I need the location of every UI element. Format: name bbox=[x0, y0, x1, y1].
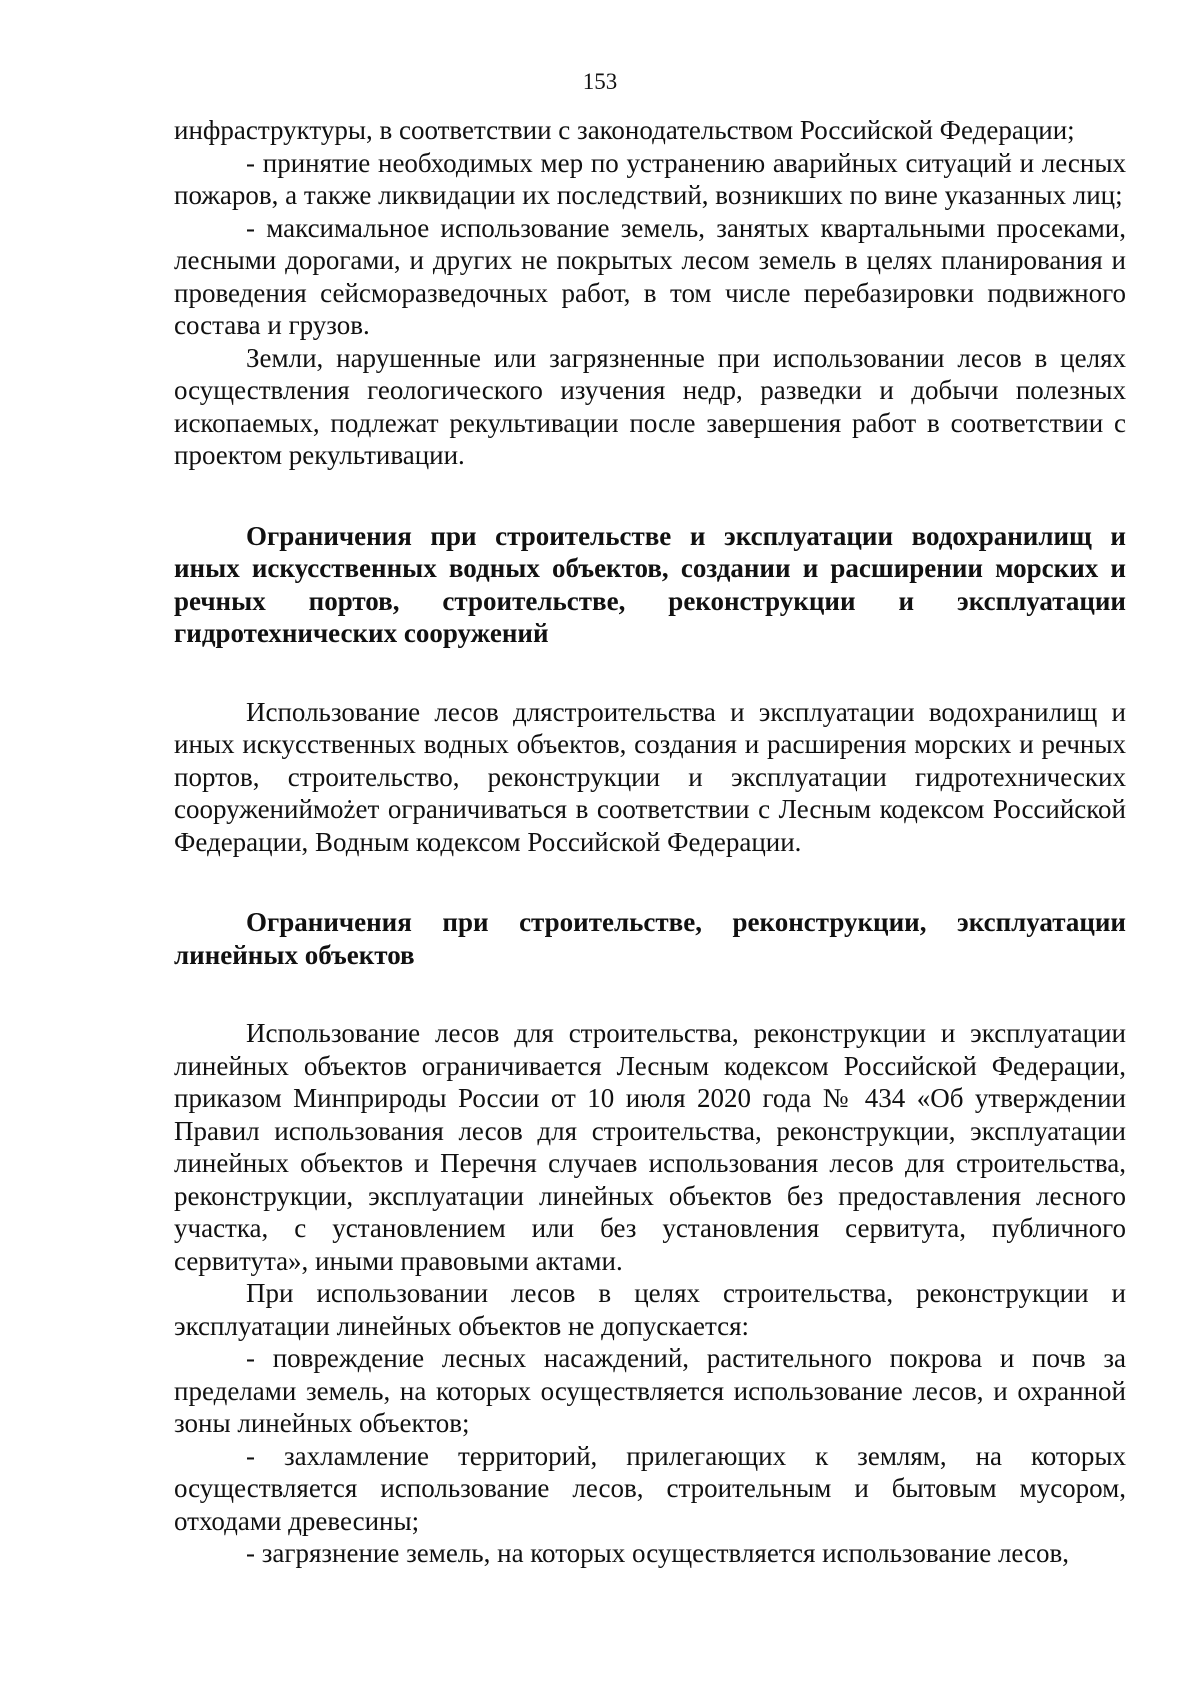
page-number: 153 bbox=[582, 69, 618, 94]
spacer bbox=[174, 650, 1126, 696]
spacer bbox=[174, 858, 1126, 906]
paragraph: При использовании лесов в целях строительства, реконструкции и эксплуатации линейных объектов не допускается: bbox=[174, 1278, 1126, 1341]
paragraph: инфраструктуры, в соответствии с законодательством Российской Федерации; bbox=[174, 115, 1075, 145]
section-heading: Ограничения при строительстве и эксплуатации водохранилищ и иных искусственных водных объектов, создании и расширении морских и речных портов, строительстве, реконструкции и эксплуатации гидротехнических сооружений bbox=[174, 520, 1126, 648]
list-item: - повреждение лесных насаждений, растительного покрова и почв за пределами земель, на которых осуществляется использование лесов, и охранной зоны линейных объектов; bbox=[174, 1343, 1126, 1438]
spacer bbox=[174, 472, 1126, 520]
paragraph: Использование лесов длястроительства и эксплуатации водохранилищ и иных искусственных водных объектов, создания и расширения морских и речных портов, строительство, реконструкции и эксплуатации гидротехнических сооружениймożет ограничиваться в соответствии с Лесным кодексом Российской Федерации, Водным кодексом Российской Федерации. bbox=[174, 696, 1126, 857]
section-heading: Ограничения при строительстве, реконструкции, эксплуатации линейных объектов bbox=[174, 907, 1126, 970]
paragraph: Использование лесов для строительства, реконструкции и эксплуатации линейных объектов ограничивается Лесным кодексом Российской Федерации, приказом Минприроды России от 10 июля 2020 года № 434 «Об утверждении Правил использования лесов для строительства, реконструкции, эксплуатации линейных объектов и Перечня случаев использования лесов для строительства, реконструкции, эксплуатации линейных объектов без предоставления лесного участка, с установлением или без установления сервитута, публичного сервитута», иными правовыми актами. bbox=[174, 1018, 1126, 1276]
list-item: - принятие необходимых мер по устранению аварийных ситуаций и лесных пожаров, а также ликвидации их последствий, возникших по вине указанных лиц; bbox=[174, 147, 1126, 210]
list-item: - максимальное использование земель, занятых квартальными просеками, лесными дорогами, и других не покрытых лесом земель в целях планирования и проведения сейсморазведочных работ, в том числе перебазировки подвижного состава и грузов. bbox=[174, 212, 1126, 340]
list-item: - захламление территорий, прилегающих к землям, на которых осуществляется использование лесов, строительным и бытовым мусором, отходами древесины; bbox=[174, 1440, 1126, 1536]
paragraph: Земли, нарушенные или загрязненные при использовании лесов в целях осуществления геологического изучения недр, разведки и добычи полезных ископаемых, подлежат рекультивации после завершения работ в соответствии с проектом рекультивации. bbox=[174, 342, 1126, 470]
spacer bbox=[174, 971, 1126, 1017]
page-body bbox=[174, 114, 1126, 1570]
list-item: - загрязнение земель, на которых осуществляется использование лесов, bbox=[246, 1538, 1070, 1568]
